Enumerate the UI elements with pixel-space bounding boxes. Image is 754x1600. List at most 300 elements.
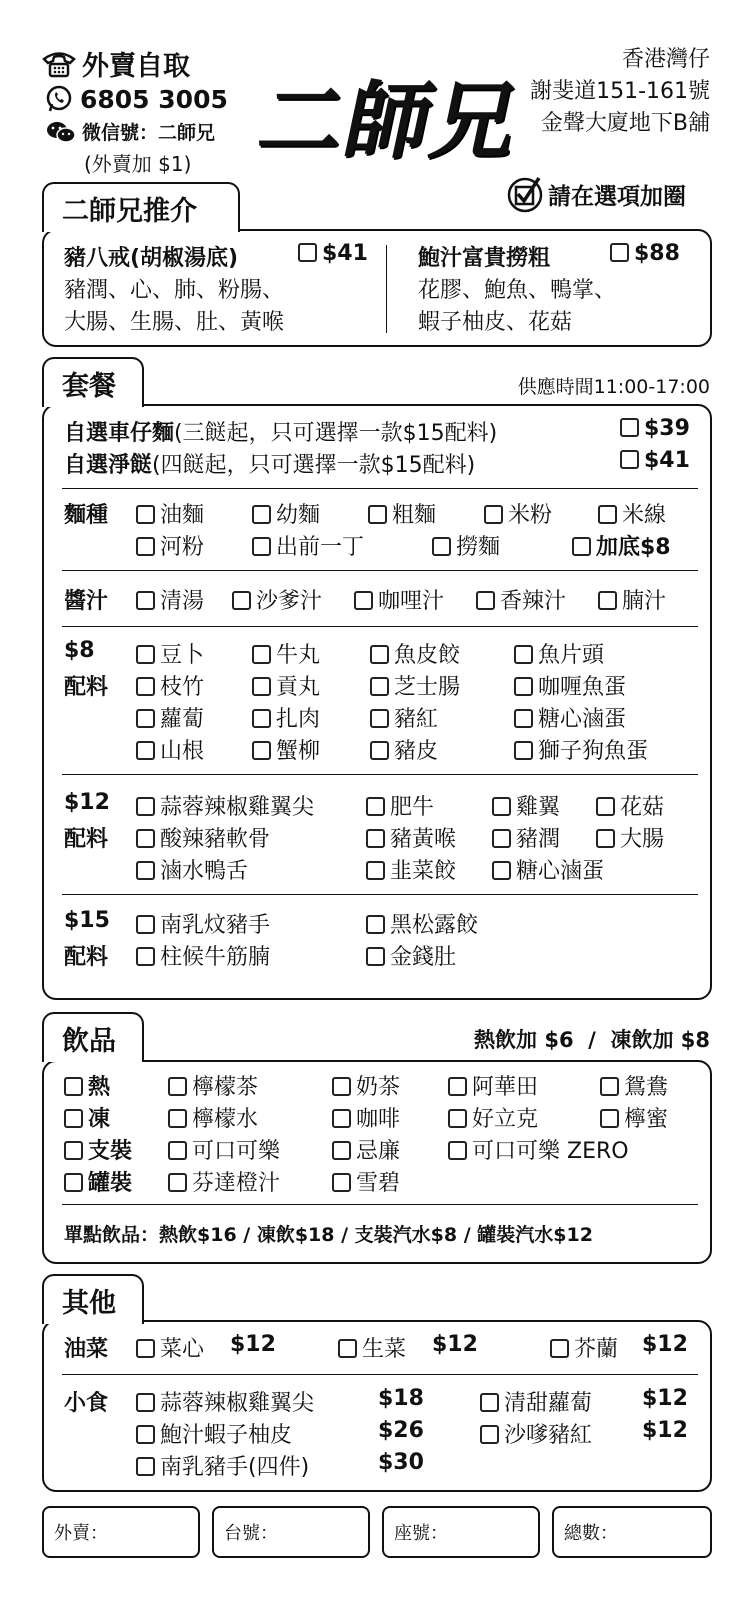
checkbox[interactable] [366, 829, 385, 848]
recommend-right-name: 鮑汁富貴撈粗 [418, 246, 551, 271]
drink-option[interactable] [600, 1070, 668, 1101]
drink-option[interactable] [168, 1166, 280, 1197]
option-label: 出前一丁 [276, 535, 365, 560]
checkbox[interactable] [168, 1141, 187, 1160]
option-label: 幼麵 [276, 503, 321, 528]
option-label: 枝竹 [160, 675, 205, 700]
drink-option[interactable] [448, 1134, 629, 1165]
checkbox[interactable] [514, 645, 533, 664]
topping-option[interactable] [252, 702, 320, 733]
sauce-option[interactable] [136, 584, 204, 615]
checkbox[interactable] [136, 1457, 155, 1476]
drink-option[interactable] [332, 1070, 400, 1101]
option-label: 加底$8 [596, 535, 671, 560]
option-label: 蒜蓉辣椒雞翼尖 [160, 1391, 315, 1416]
topping-option[interactable] [514, 702, 626, 733]
checkbox[interactable] [332, 1173, 351, 1192]
separator [62, 1374, 698, 1375]
t8-label-price: $8 [64, 638, 95, 663]
address-line-1: 香港灣仔 [621, 47, 710, 72]
topping-option[interactable] [136, 790, 314, 821]
drink-type-option[interactable] [64, 1166, 132, 1197]
checkbox[interactable] [448, 1141, 467, 1160]
noodle-option[interactable] [136, 530, 204, 561]
tab-drinks [42, 1012, 144, 1062]
checkbox[interactable] [514, 741, 533, 760]
table-number-field[interactable] [212, 1506, 370, 1558]
checkbox[interactable] [484, 505, 503, 524]
sauce-option[interactable] [476, 584, 566, 615]
separator [62, 488, 698, 489]
sauce-option[interactable] [598, 584, 666, 615]
option-label: 凍 [88, 1107, 111, 1132]
option-label: 可口可樂 [192, 1139, 281, 1164]
veg-price: $12 [642, 1332, 688, 1357]
checkbox[interactable] [514, 677, 533, 696]
sauce-label: 醬汁 [64, 589, 109, 614]
wechat-label: 微信號：二師兄 [82, 122, 216, 144]
snack-label: 小食 [64, 1391, 109, 1416]
logo: 二師兄 [250, 71, 530, 170]
whatsapp-icon [44, 84, 74, 114]
takeaway-field-label: 外賣： [54, 1523, 108, 1544]
option-label: 撈麵 [456, 535, 501, 560]
checkbox[interactable] [64, 1173, 83, 1192]
option-label: 檸檬水 [192, 1107, 259, 1132]
checkbox[interactable] [332, 1141, 351, 1160]
checkbox[interactable] [252, 741, 271, 760]
checkbox[interactable] [136, 709, 155, 728]
noodle-option[interactable] [252, 498, 320, 529]
recommend-left-line2: 大腸、生腸、肚、黃喉 [64, 310, 285, 335]
option-label: 蒜蓉辣椒雞翼尖 [160, 795, 315, 820]
snack-option[interactable] [136, 1450, 309, 1481]
drink-type-option[interactable] [64, 1102, 110, 1133]
checkbox[interactable] [370, 741, 389, 760]
option-label: 鮑汁蝦子柚皮 [160, 1423, 293, 1448]
checkbox[interactable] [136, 591, 155, 610]
divider [386, 245, 387, 333]
option-label: 芥蘭 [574, 1337, 619, 1362]
checkbox[interactable] [448, 1077, 467, 1096]
serving-hours: 供應時間11:00-17:00 [517, 376, 710, 398]
drink-option[interactable] [332, 1102, 400, 1133]
checkbox[interactable] [136, 677, 155, 696]
checkbox[interactable] [370, 677, 389, 696]
topping-option[interactable] [366, 908, 478, 939]
combo-2-name: 自選淨餸 [64, 453, 153, 478]
option-label: 罐裝 [88, 1171, 133, 1196]
option-label: 奶茶 [356, 1075, 401, 1100]
option-label: 鴛鴦 [624, 1075, 669, 1100]
tab-set-meal-label: 套餐 [62, 370, 116, 402]
noodle-option[interactable] [484, 498, 552, 529]
checkbox[interactable] [476, 591, 495, 610]
address-line-3: 金聲大廈地下B舖 [540, 111, 710, 136]
topping-option[interactable] [514, 670, 626, 701]
table-number-label: 台號： [224, 1523, 278, 1544]
recommend-left-line1: 豬潤、心、肺、粉腸、 [64, 278, 285, 303]
option-label: 豬黃喉 [390, 827, 457, 852]
separator [62, 626, 698, 627]
checkbox[interactable] [596, 829, 615, 848]
checkbox[interactable] [514, 709, 533, 728]
tab-set-meal [42, 357, 144, 407]
recommend-left-price: $41 [322, 241, 368, 266]
checkbox[interactable] [136, 537, 155, 556]
checkbox[interactable] [136, 1393, 155, 1412]
checkbox[interactable] [550, 1339, 569, 1358]
checkbox[interactable] [366, 947, 385, 966]
topping-option[interactable] [136, 908, 270, 939]
option-label: 魚片頭 [538, 643, 605, 668]
option-label: 糖心滷蛋 [516, 859, 605, 884]
option-label: 牛丸 [276, 643, 321, 668]
drink-option[interactable] [600, 1102, 668, 1133]
option-label: 糖心滷蛋 [538, 707, 627, 732]
snack-price: $12 [642, 1418, 688, 1443]
checkbox[interactable] [600, 1109, 619, 1128]
drink-option[interactable] [168, 1134, 280, 1165]
drink-option[interactable] [448, 1102, 538, 1133]
option-label: 金錢肚 [390, 945, 457, 970]
sauce-option[interactable] [354, 584, 444, 615]
noodle-option[interactable] [598, 498, 666, 529]
separator [62, 570, 698, 571]
combo-1-name: 自選車仔麵 [64, 421, 175, 446]
option-label: 菜心 [160, 1337, 205, 1362]
phone-line [44, 84, 228, 114]
combo-2-price: $41 [644, 448, 690, 473]
option-label: 可口可樂 ZERO [472, 1139, 629, 1164]
noodle-label: 麵種 [64, 503, 109, 528]
total-field[interactable] [552, 1506, 712, 1558]
snack-price: $30 [378, 1450, 424, 1475]
option-label: 香辣汁 [500, 589, 567, 614]
takeaway-line [42, 44, 190, 83]
checkbox[interactable] [64, 1109, 83, 1128]
instruction [506, 174, 686, 214]
option-label: 粗麵 [392, 503, 437, 528]
checkbox[interactable] [370, 645, 389, 664]
topping-option[interactable] [514, 638, 604, 669]
noodle-option[interactable] [368, 498, 436, 529]
checkbox[interactable] [136, 797, 155, 816]
recommend-left-name: 豬八戒(胡椒湯底) [64, 246, 239, 271]
option-label: 清甜蘿蔔 [504, 1391, 593, 1416]
combo-2 [64, 448, 475, 479]
topping-option[interactable] [136, 638, 204, 669]
recommend-right-option[interactable] [610, 241, 680, 266]
topping-option[interactable] [370, 670, 460, 701]
checkbox[interactable] [168, 1077, 187, 1096]
separator [62, 774, 698, 775]
checkbox[interactable] [252, 677, 271, 696]
checkbox[interactable] [332, 1109, 351, 1128]
option-label: 熱 [88, 1075, 111, 1100]
checkbox[interactable] [64, 1077, 83, 1096]
option-label: 河粉 [160, 535, 205, 560]
option-label: 滷水鴨舌 [160, 859, 249, 884]
recommend-left-option[interactable] [298, 241, 368, 266]
t15-label: 配料 [64, 945, 109, 970]
seat-number-label: 座號： [394, 1523, 448, 1544]
snack-price: $12 [642, 1386, 688, 1411]
option-label: 阿華田 [472, 1075, 539, 1100]
checkbox[interactable] [136, 947, 155, 966]
option-label: 芬達橙汁 [192, 1171, 281, 1196]
snack-option[interactable] [480, 1418, 592, 1449]
option-label: 獅子狗魚蛋 [538, 739, 649, 764]
option-label: 柱候牛筋腩 [160, 945, 271, 970]
option-label: 豬皮 [394, 739, 439, 764]
address-line-2: 謝斐道151-161號 [530, 79, 710, 104]
recommend-right-price: $88 [634, 241, 680, 266]
sauce-option[interactable] [232, 584, 322, 615]
snack-price: $18 [378, 1386, 424, 1411]
checkbox[interactable] [492, 861, 511, 880]
snack-option[interactable] [136, 1386, 314, 1417]
tab-recommend [42, 182, 240, 232]
checkbox[interactable] [366, 797, 385, 816]
telephone-icon [42, 50, 76, 78]
checkbox[interactable] [338, 1339, 357, 1358]
drink-option[interactable] [332, 1166, 400, 1197]
option-label: 豬潤 [516, 827, 561, 852]
checkbox[interactable] [252, 537, 271, 556]
checkbox[interactable] [370, 709, 389, 728]
t15-label-price: $15 [64, 908, 110, 933]
takeaway-field[interactable] [42, 1506, 200, 1558]
option-label: 山根 [160, 739, 205, 764]
option-label: 雪碧 [356, 1171, 401, 1196]
checkbox[interactable] [64, 1141, 83, 1160]
checkbox[interactable] [136, 645, 155, 664]
topping-option[interactable] [492, 854, 604, 885]
separator [62, 894, 698, 895]
option-label: 蟹柳 [276, 739, 321, 764]
drink-type-option[interactable] [64, 1134, 132, 1165]
noodle-option[interactable] [252, 530, 364, 561]
option-label: 魚皮餃 [394, 643, 461, 668]
checkbox[interactable] [252, 709, 271, 728]
topping-option[interactable] [596, 790, 664, 821]
set-meal-box [42, 404, 712, 1000]
checkbox[interactable] [252, 645, 271, 664]
checkbox[interactable] [136, 741, 155, 760]
topping-option[interactable] [366, 822, 456, 853]
option-label: 肥牛 [390, 795, 435, 820]
checkbox[interactable] [136, 1425, 155, 1444]
tab-recommend-label: 二師兄推介 [62, 195, 197, 227]
option-label: 油麵 [160, 503, 205, 528]
option-label: 檸蜜 [624, 1107, 669, 1132]
option-label: 雞翼 [516, 795, 561, 820]
t12-label: 配料 [64, 827, 109, 852]
option-label: 芝士腸 [394, 675, 461, 700]
topping-option[interactable] [370, 734, 438, 765]
drinks-box [42, 1060, 712, 1264]
t12-label-price: $12 [64, 790, 110, 815]
checkbox[interactable] [136, 861, 155, 880]
topping-option[interactable] [136, 702, 204, 733]
option-label: 豬紅 [394, 707, 439, 732]
option-label: 支裝 [88, 1139, 133, 1164]
noodle-option[interactable] [136, 498, 204, 529]
checkbox[interactable] [332, 1077, 351, 1096]
delivery-fee: (外賣加 $1) [84, 152, 192, 176]
circled-checkbox-icon [506, 174, 546, 214]
topping-option[interactable] [252, 638, 320, 669]
snack-option[interactable] [480, 1386, 592, 1417]
checkbox[interactable] [136, 1339, 155, 1358]
veg-price: $12 [432, 1332, 478, 1357]
option-label: 南乳豬手(四件) [160, 1455, 310, 1480]
topping-option[interactable] [136, 734, 204, 765]
veg-option[interactable] [136, 1332, 204, 1363]
checkbox[interactable] [168, 1173, 187, 1192]
topping-option[interactable] [366, 854, 456, 885]
noodle-option[interactable] [432, 530, 500, 561]
option-label: 沙嗲豬紅 [504, 1423, 593, 1448]
option-label: 花菇 [620, 795, 665, 820]
recommend-box [42, 229, 712, 347]
drink-option[interactable] [168, 1070, 258, 1101]
snack-price: $26 [378, 1418, 424, 1443]
single-drink-prices: 單點飲品：熱飲$16 / 凍飲$18 / 支裝汽水$8 / 罐裝汽水$12 [64, 1224, 593, 1246]
checkbox[interactable] [298, 243, 317, 262]
option-label: 咖啡 [356, 1107, 401, 1132]
checkbox[interactable] [620, 450, 639, 469]
option-label: 清湯 [160, 589, 205, 614]
checkbox[interactable] [252, 505, 271, 524]
checkbox[interactable] [598, 505, 617, 524]
option-label: 忌廉 [356, 1139, 401, 1164]
option-label: 韭菜餃 [390, 859, 457, 884]
checkbox[interactable] [136, 505, 155, 524]
drink-option[interactable] [448, 1070, 538, 1101]
option-label: 蘿蔔 [160, 707, 205, 732]
option-label: 豆卜 [160, 643, 205, 668]
topping-option[interactable] [136, 670, 204, 701]
topping-option[interactable] [136, 940, 270, 971]
combo-2-desc: (四餸起，只可選擇一款$15配料) [152, 453, 476, 478]
topping-option[interactable] [514, 734, 648, 765]
instruction-text: 請在選項加圈 [548, 183, 686, 210]
topping-option[interactable] [252, 670, 320, 701]
checkbox[interactable] [480, 1393, 499, 1412]
others-box [42, 1320, 712, 1492]
option-label: 米粉 [508, 503, 553, 528]
veg-option[interactable] [338, 1332, 406, 1363]
topping-option[interactable] [252, 734, 320, 765]
option-label: 扎肉 [276, 707, 321, 732]
drink-type-option[interactable] [64, 1070, 110, 1101]
option-label: 黑松露餃 [390, 913, 479, 938]
option-label: 好立克 [472, 1107, 539, 1132]
recommend-right-line1: 花膠、鮑魚、鴨掌、 [418, 278, 617, 303]
checkbox[interactable] [448, 1109, 467, 1128]
checkbox[interactable] [572, 537, 591, 556]
topping-option[interactable] [492, 822, 560, 853]
checkbox[interactable] [354, 591, 373, 610]
topping-option[interactable] [136, 854, 248, 885]
checkbox[interactable] [492, 797, 511, 816]
topping-option[interactable] [492, 790, 560, 821]
option-label: 腩汁 [622, 589, 667, 614]
phone-number: 6805 3005 [80, 84, 228, 114]
option-label: 咖喱魚蛋 [538, 675, 627, 700]
combo-1-desc: (三餸起，只可選擇一款$15配料) [174, 421, 498, 446]
topping-option[interactable] [596, 822, 664, 853]
topping-option[interactable] [366, 940, 456, 971]
wechat-line [46, 118, 215, 145]
checkbox[interactable] [620, 418, 639, 437]
option-label: 酸辣豬軟骨 [160, 827, 271, 852]
checkbox[interactable] [168, 1109, 187, 1128]
drink-option[interactable] [332, 1134, 400, 1165]
separator [62, 1204, 698, 1205]
option-label: 貢丸 [276, 675, 321, 700]
takeaway-label: 外賣自取 [82, 51, 190, 82]
checkbox[interactable] [598, 591, 617, 610]
veg-price: $12 [230, 1332, 276, 1357]
topping-option[interactable] [136, 822, 270, 853]
option-label: 米線 [622, 503, 667, 528]
topping-option[interactable] [370, 638, 460, 669]
veg-option[interactable] [550, 1332, 618, 1363]
checkbox[interactable] [232, 591, 251, 610]
checkbox[interactable] [610, 243, 629, 262]
noodle-extra-option[interactable] [572, 530, 671, 561]
checkbox[interactable] [492, 829, 511, 848]
drink-surcharge: 熱飲加 $6 / 凍飲加 $8 [474, 1028, 710, 1052]
t8-label: 配料 [64, 675, 109, 700]
wechat-icon [46, 120, 76, 144]
tab-others [42, 1274, 144, 1324]
total-label: 總數： [564, 1523, 618, 1544]
tab-others-label: 其他 [62, 1287, 116, 1319]
checkbox[interactable] [596, 797, 615, 816]
tab-drinks-label: 飲品 [62, 1025, 116, 1057]
option-label: 沙爹汁 [256, 589, 323, 614]
topping-option[interactable] [370, 702, 438, 733]
combo-1-option[interactable] [620, 416, 690, 441]
checkbox[interactable] [366, 915, 385, 934]
checkbox[interactable] [368, 505, 387, 524]
combo-1 [64, 416, 497, 447]
veg-label: 油菜 [64, 1337, 109, 1362]
checkbox[interactable] [480, 1425, 499, 1444]
topping-option[interactable] [366, 790, 434, 821]
checkbox[interactable] [432, 537, 451, 556]
option-label: 南乳炆豬手 [160, 913, 271, 938]
snack-option[interactable] [136, 1418, 292, 1449]
seat-number-field[interactable] [382, 1506, 540, 1558]
drink-option[interactable] [168, 1102, 258, 1133]
option-label: 大腸 [620, 827, 665, 852]
checkbox[interactable] [600, 1077, 619, 1096]
checkbox[interactable] [136, 829, 155, 848]
option-label: 咖哩汁 [378, 589, 445, 614]
combo-1-price: $39 [644, 416, 690, 441]
option-label: 生菜 [362, 1337, 407, 1362]
checkbox[interactable] [136, 915, 155, 934]
combo-2-option[interactable] [620, 448, 690, 473]
recommend-right-line2: 蝦子柚皮、花菇 [418, 310, 573, 335]
option-label: 檸檬茶 [192, 1075, 259, 1100]
checkbox[interactable] [366, 861, 385, 880]
